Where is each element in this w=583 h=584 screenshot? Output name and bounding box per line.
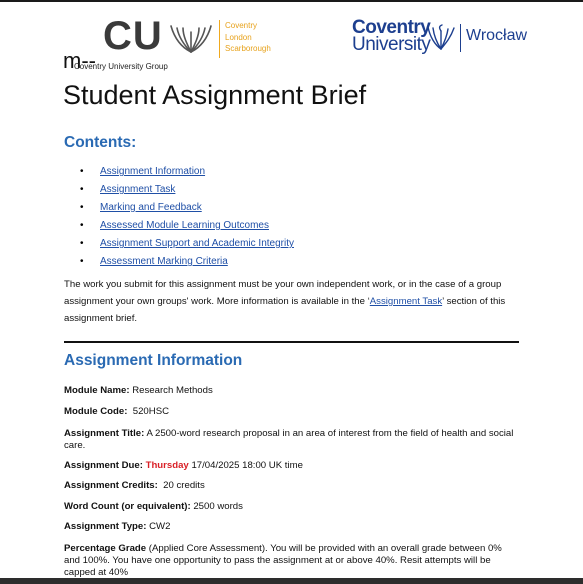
page-title: Student Assignment Brief bbox=[63, 80, 367, 110]
contents-heading: Contents: bbox=[64, 134, 137, 151]
assignment-credits-field bbox=[64, 480, 519, 492]
assignment-type-field bbox=[64, 521, 519, 533]
module-code-label: Module Code: bbox=[64, 406, 128, 417]
module-code-field bbox=[64, 406, 519, 418]
intro-text-after: ’ section of this assignment brief. bbox=[64, 296, 506, 324]
contents-item bbox=[80, 199, 294, 217]
percentage-grade-field bbox=[64, 543, 519, 579]
module-name-label: Module Name: bbox=[64, 385, 130, 396]
contents-link-marking-feedback[interactable]: Marking and Feedback bbox=[100, 202, 202, 213]
header-prefix: m-- bbox=[63, 48, 96, 73]
cov-logo-divider bbox=[460, 24, 461, 52]
assignment-title-field bbox=[64, 428, 519, 452]
word-count-value: 2500 words bbox=[193, 501, 243, 512]
city-scarborough: Scarborough bbox=[225, 44, 271, 53]
cu-logo-divider bbox=[219, 20, 220, 58]
contents-link-assignment-information[interactable]: Assignment Information bbox=[100, 166, 206, 177]
assignment-due-label: Assignment Due: bbox=[64, 460, 143, 471]
cu-group-text: Coventry University Group bbox=[74, 62, 168, 71]
intro-text-before: The work you submit for this assignment must be your own independent work, or in the case of a group assignment your own groups' work. More information is available in the ‘ bbox=[64, 279, 502, 307]
intro-paragraph bbox=[64, 276, 524, 327]
contents-list bbox=[80, 163, 294, 271]
assignment-type-value: CW2 bbox=[149, 521, 171, 532]
contents-item bbox=[80, 253, 294, 271]
top-border bbox=[0, 0, 583, 2]
contents-item bbox=[80, 181, 294, 199]
contents-link-learning-outcomes[interactable]: Assessed Module Learning Outcomes bbox=[100, 220, 269, 231]
word-count-field bbox=[64, 501, 519, 513]
contents-item bbox=[80, 163, 294, 181]
cov-logo-word1: Coventry bbox=[352, 17, 431, 38]
assignment-title-label: Assignment Title: bbox=[64, 428, 145, 439]
contents-link-marking-criteria[interactable]: Assessment Marking Criteria bbox=[100, 256, 228, 267]
phoenix-logo-icon bbox=[169, 22, 213, 56]
assignment-due-datetime: 17/04/2025 18:00 UK time bbox=[191, 460, 303, 471]
contents-link-assignment-task[interactable]: Assignment Task bbox=[100, 184, 176, 195]
percentage-grade-text: (Applied Core Assessment). You will be provided with an overall grade between 0% and 100%. You have one opportunity to pass the assignment at or above 40%. Resit attempts will be capped at 40% bbox=[64, 543, 502, 578]
phoenix-blue-icon bbox=[426, 22, 456, 52]
assignment-type-label: Assignment Type: bbox=[64, 521, 147, 532]
assignment-due-field bbox=[64, 460, 519, 472]
assignment-due-day: Thursday bbox=[145, 460, 189, 471]
assignment-information-heading: Assignment Information bbox=[64, 352, 243, 369]
word-count-label: Word Count (or equivalent): bbox=[64, 501, 191, 512]
bottom-border bbox=[0, 578, 583, 584]
assignment-credits-label: Assignment Credits: bbox=[64, 480, 158, 491]
contents-link-support-integrity[interactable]: Assignment Support and Academic Integrity bbox=[100, 238, 294, 249]
cov-logo-city: Wrocław bbox=[466, 27, 528, 44]
module-name-value: Research Methods bbox=[132, 385, 213, 396]
percentage-grade-label: Percentage Grade bbox=[64, 543, 147, 554]
cu-logo-cities bbox=[225, 20, 271, 55]
section-divider bbox=[64, 341, 519, 343]
contents-item bbox=[80, 217, 294, 235]
module-code-value: 520HSC bbox=[132, 406, 170, 417]
cov-logo-word2: University bbox=[352, 34, 431, 55]
module-name-field bbox=[64, 385, 519, 397]
assignment-title-value: A 2500-word research proposal in an area of interest from the field of health and social care. bbox=[64, 428, 514, 451]
cu-logo-letters: CU bbox=[103, 14, 163, 58]
intro-assignment-task-link[interactable]: Assignment Task bbox=[369, 296, 443, 307]
city-london: London bbox=[225, 32, 252, 42]
contents-item bbox=[80, 235, 294, 253]
assignment-credits-value: 20 credits bbox=[163, 480, 205, 491]
city-coventry: Coventry bbox=[225, 21, 258, 30]
